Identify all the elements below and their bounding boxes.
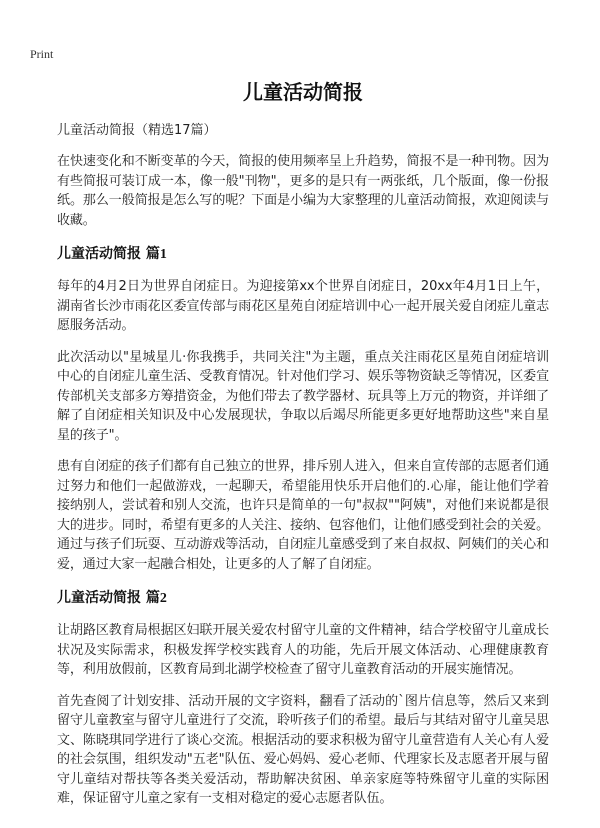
intro-paragraph: 在快速变化和不断变革的今天，简报的使用频率呈上升趋势，简报不是一种刊物。因为有些简报可装订成一本，像一般"刊物"，更多的是只有一两张纸，几个版面，像一份报纸。那么一般简报是怎么写的呢？下面是小编为大家整理的儿童活动简报，欢迎阅读与收藏。 (57, 154, 549, 228)
document-body (57, 76, 549, 809)
section-paragraph: 让胡路区教育局根据区妇联开展关爱农村留守儿童的文件精神，结合学校留守儿童成长状况及实际需求，积极发挥学校实践育人的功能，先后开展文体活动、心理健康教育等，利用放假前，区教育局到北湖学校检查了留守儿童教育活动的开展实施情况。 (57, 623, 549, 677)
document-subtitle: 儿童活动简报（精选17篇） (57, 123, 217, 138)
section-heading-number: 2 (159, 591, 167, 606)
section-heading (57, 588, 549, 609)
section-heading (57, 244, 549, 265)
document-title: 儿童活动简报 (243, 80, 363, 104)
section-heading-label: 儿童活动简报 篇 (57, 246, 160, 262)
section-heading-number: 1 (159, 247, 167, 262)
section-heading-label: 儿童活动简报 篇 (57, 590, 160, 606)
section-paragraph: 每年的4月2日为世界自闭症日。为迎接第xx个世界自闭症日，20xx年4月1日上午，湖南省长沙市雨花区委宣传部与雨花区星苑自闭症培训中心一起开展关爱自闭症儿童志愿服务活动。 (57, 279, 549, 333)
section-paragraph: 此次活动以"星城星儿·你我携手，共同关注"为主题，重点关注雨花区星苑自闭症培训中心的自闭症儿童生活、受教育情况。针对他们学习、娱乐等物资缺乏等情况，区委宣传部机关支部多方筹措资金，为他们带去了教学器材、玩具等上万元的物资，并详细了解了自闭症相关知识及中心发展现状，争取以后竭尽所能更多更好地帮助这些"来自星星的孩子"。 (57, 349, 549, 443)
section-paragraph: 患有自闭症的孩子们都有自己独立的世界，排斥别人进入，但来自宣传部的志愿者们通过努力和他们一起做游戏，一起聊天，希望能用快乐开启他们的.心扉，能让他们学着接纳别人，尝试着和别人交流，也许只是简单的一句"叔叔""阿姨"，对他们来说都是很大的进步。同时，希望有更多的人关注、接纳、包容他们，让他们感受到社会的关爱。通过与孩子们玩耍、互动游戏等活动，自闭症儿童感受到了来自叔叔、阿姨们的关心和爱，通过大家一起融合相处，让更多的人了解了自闭症。 (57, 459, 549, 572)
print-link[interactable]: Print (30, 47, 54, 61)
section-paragraph: 首先查阅了计划安排、活动开展的文字资料，翻看了活动的`图片信息等，然后又来到留守儿童教室与留守儿童进行了交流，聆听孩子们的希望。最后与其结对留守儿童吴思文、陈晓琪同学进行了谈心交流。根据活动的要求积极为留守儿童营造有人关心有人爱的社会氛围，组织发动"五老"队伍、爱心妈妈、爱心老师、代理家长及志愿者开展与留守儿童结对帮扶等各类关爱活动，帮助解决贫困、单亲家庭等特殊留守儿童的实际困难，保证留守儿童之家有一支相对稳定的爱心志愿者队伍。 (57, 693, 549, 806)
